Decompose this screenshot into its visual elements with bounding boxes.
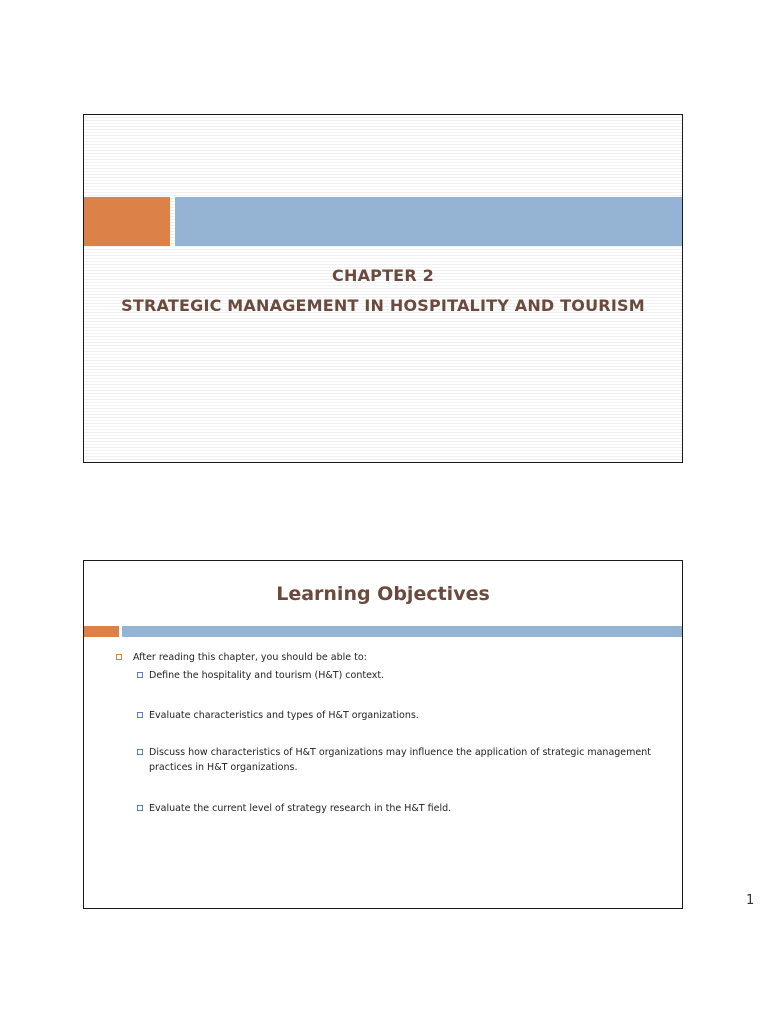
blue-accent-bar (122, 626, 683, 637)
title-slide (83, 114, 683, 463)
objective-item (149, 708, 669, 723)
objective-text: Evaluate characteristics and types of H&T organizations. (149, 710, 419, 721)
square-bullet-icon (137, 672, 143, 678)
square-bullet-icon (116, 654, 122, 660)
objective-text: Define the hospitality and tourism (H&T) context. (149, 670, 385, 681)
intro-bullet (133, 650, 653, 665)
objective-item (149, 801, 669, 816)
orange-accent-block (84, 197, 170, 246)
objective-item (149, 668, 669, 683)
page-number: 1 (746, 893, 755, 908)
objective-text: Discuss how characteristics of H&T organizations may influence the application of strategic management practices in H&T organizations. (149, 747, 651, 773)
chapter-label: CHAPTER 2 (332, 266, 434, 285)
slide-heading: Learning Objectives (276, 583, 490, 605)
chapter-title: STRATEGIC MANAGEMENT IN HOSPITALITY AND TOURISM (121, 296, 645, 315)
square-bullet-icon (137, 749, 143, 755)
square-bullet-icon (137, 805, 143, 811)
blue-accent-bar (175, 197, 683, 246)
slide-title-block (84, 261, 682, 321)
orange-accent-block (84, 626, 119, 637)
objective-item (149, 745, 674, 775)
objective-text: Evaluate the current level of strategy research in the H&T field. (149, 803, 452, 814)
square-bullet-icon (137, 712, 143, 718)
intro-text: After reading this chapter, you should be able to: (133, 652, 367, 663)
objectives-slide (83, 560, 683, 909)
